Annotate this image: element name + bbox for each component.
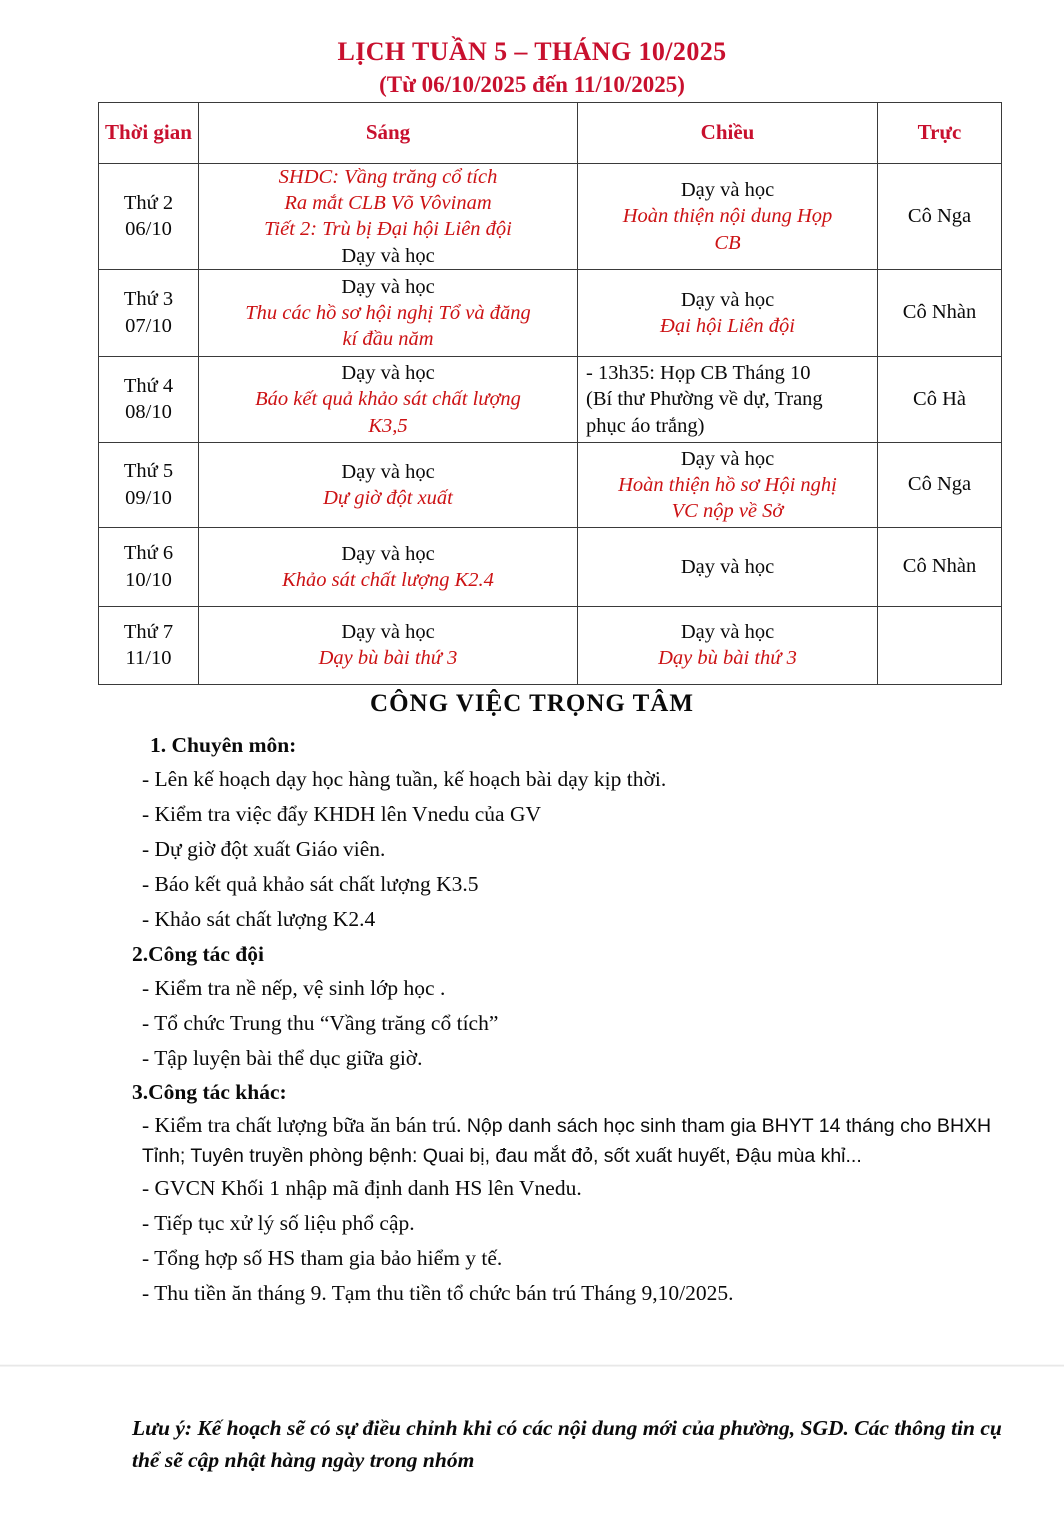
schedule-line: Đại hội Liên đội <box>660 314 795 337</box>
schedule-line: Dạy và học <box>341 362 435 385</box>
cell-morning <box>199 606 578 684</box>
cell-time <box>99 606 199 684</box>
cell-duty: Cô Nhàn <box>878 269 1002 356</box>
title-main: LỊCH TUẦN 5 – THÁNG 10/2025 <box>337 37 727 66</box>
section-item: - Tổng hợp số HS tham gia bảo hiểm y tế. <box>142 1245 503 1270</box>
cell-duty <box>878 606 1002 684</box>
cell-time <box>99 356 199 442</box>
section-item: - Kiểm tra việc đẩy KHDH lên Vnedu của GV <box>142 802 542 827</box>
section-item: - Lên kế hoạch dạy học hàng tuần, kế hoạch bài dạy kịp thời. <box>142 767 667 792</box>
section-item: - Dự giờ đột xuất Giáo viên. <box>142 837 386 862</box>
date-label: 10/10 <box>125 568 172 591</box>
document-title <box>0 0 1064 100</box>
weekly-schedule-table <box>98 102 1002 685</box>
section-item: - GVCN Khối 1 nhập mã định danh HS lên Vnedu. <box>142 1176 582 1201</box>
schedule-line: Dạy và học <box>680 179 775 202</box>
section-item: - Thu tiền ăn tháng 9. Tạm thu tiền tổ chức bán trú Tháng 9,10/2025. <box>142 1280 734 1305</box>
cell-duty: Cô Nga <box>878 164 1002 270</box>
item-serif-run: - Kiểm tra chất lượng bữa ăn bán trú. <box>142 1112 467 1137</box>
schedule-line: Dạy và học <box>680 621 775 644</box>
section-item-mixed <box>132 1110 1012 1171</box>
schedule-line: Ra mắt CLB Võ Vôvinam <box>284 192 492 215</box>
header-time: Thời gian <box>99 103 199 164</box>
section-item: - Tổ chức Trung thu “Vầng trăng cổ tích” <box>142 1010 499 1035</box>
table-header <box>99 103 1002 164</box>
schedule-line: - 13h35: Họp CB Tháng 10 <box>586 362 811 385</box>
cell-morning <box>199 442 578 527</box>
footer-note: Lưu ý: Kế hoạch sẽ có sự điều chỉnh khi có các nội dung mới của phường, SGD. Các thông tin cụ thể sẽ cập nhật hàng ngày trong nhóm <box>132 1416 1002 1473</box>
schedule-line: Dạy và học <box>341 275 435 298</box>
schedule-line: Dạy và học <box>680 447 775 470</box>
cell-afternoon <box>578 606 878 684</box>
section-item: - Tập luyện bài thể dục giữa giờ. <box>142 1045 423 1070</box>
schedule-line: Dạy và học <box>341 542 435 565</box>
date-label: 09/10 <box>125 486 172 509</box>
schedule-line: Dạy bù bài thứ 3 <box>658 647 797 670</box>
day-label: Thứ 2 <box>123 191 174 214</box>
page-break-divider <box>0 1364 1064 1367</box>
cell-morning <box>199 269 578 356</box>
cell-time <box>99 164 199 270</box>
section-heading: 3.Công tác khác: <box>132 1080 287 1105</box>
cell-morning <box>199 527 578 606</box>
cell-afternoon <box>578 269 878 356</box>
schedule-line: Tiết 2: Trù bị Đại hội Liên đội <box>264 218 512 241</box>
schedule-line: Dạy bù bài thứ 3 <box>318 647 458 670</box>
cell-afternoon <box>578 356 878 442</box>
cell-duty: Cô Nhàn <box>878 527 1002 606</box>
section-item: - Tiếp tục xử lý số liệu phổ cập. <box>142 1211 415 1235</box>
schedule-line: Hoàn thiện nội dung Họp <box>622 205 833 228</box>
schedule-line: K3,5 <box>368 414 408 437</box>
cell-time <box>99 442 199 527</box>
section-item: - Báo kết quả khảo sát chất lượng K3.5 <box>142 871 479 896</box>
header-morning: Sáng <box>199 103 578 164</box>
section-item: - Kiểm tra nề nếp, vệ sinh lớp học . <box>142 975 446 1000</box>
section-heading: 1. Chuyên môn: <box>150 733 297 757</box>
schedule-line: Báo kết quả khảo sát chất lượng <box>255 388 521 411</box>
day-label: Thứ 3 <box>123 288 174 311</box>
schedule-line: Khảo sát chất lượng K2.4 <box>282 568 494 591</box>
schedule-line: Dạy và học <box>680 555 775 578</box>
focus-heading: CÔNG VIỆC TRỌNG TÂM <box>370 690 694 717</box>
section-heading: 2.Công tác đội <box>132 941 264 966</box>
schedule-line: (Bí thư Phường về dự, Trang <box>586 388 823 411</box>
schedule-line: Dạy và học <box>341 460 435 483</box>
table-row <box>99 606 1002 684</box>
date-label: 06/10 <box>125 218 172 241</box>
schedule-line: phục áo trắng) <box>586 414 705 437</box>
schedule-line: kí đầu năm <box>342 328 434 351</box>
date-label: 08/10 <box>125 401 172 424</box>
weekly-schedule-table-wrapper <box>98 102 1001 685</box>
title-daterange: (Từ 06/10/2025 đến 11/10/2025) <box>379 71 685 97</box>
table-header-row <box>99 103 1002 164</box>
cell-duty: Cô Nga <box>878 442 1002 527</box>
schedule-line: Thu các hồ sơ hội nghị Tổ và đăng <box>245 301 531 324</box>
table-row <box>99 164 1002 270</box>
day-label: Thứ 7 <box>123 620 174 643</box>
focus-sections <box>132 728 1012 1310</box>
header-afternoon: Chiều <box>578 103 878 164</box>
day-label: Thứ 5 <box>123 460 174 483</box>
header-duty: Trực <box>878 103 1002 164</box>
cell-afternoon <box>578 442 878 527</box>
cell-morning <box>199 356 578 442</box>
table-row <box>99 442 1002 527</box>
schedule-line: Dự giờ đột xuất <box>323 486 453 509</box>
item-sans-run: Nộp danh sách học sinh tham gia BHYT 14 tháng cho BHXH Tỉnh; Tuyên truyền phòng bệnh: Quai bị, đau mắt đỏ, sốt xuất huyết, Đậu mùa khỉ... <box>142 1114 992 1168</box>
table-row <box>99 527 1002 606</box>
schedule-line: VC nộp về Sở <box>671 500 784 523</box>
schedule-line: CB <box>714 231 741 254</box>
cell-time <box>99 527 199 606</box>
section-item: - Khảo sát chất lượng K2.4 <box>142 906 376 931</box>
schedule-line: Dạy và học <box>341 621 435 644</box>
table-row <box>99 356 1002 442</box>
schedule-line: SHDC: Vầng trăng cổ tích <box>278 166 498 188</box>
date-label: 07/10 <box>125 314 172 337</box>
table-body <box>99 164 1002 685</box>
cell-morning <box>199 164 578 270</box>
cell-duty: Cô Hà <box>878 356 1002 442</box>
day-label: Thứ 4 <box>123 374 174 397</box>
cell-time <box>99 269 199 356</box>
table-row <box>99 269 1002 356</box>
cell-afternoon <box>578 527 878 606</box>
schedule-line: Dạy và học <box>680 288 775 311</box>
date-label: 11/10 <box>125 647 172 670</box>
schedule-line: Dạy và học <box>341 244 435 267</box>
schedule-line: Hoàn thiện hồ sơ Hội nghị <box>618 473 837 496</box>
day-label: Thứ 6 <box>123 542 174 565</box>
cell-afternoon <box>578 164 878 270</box>
